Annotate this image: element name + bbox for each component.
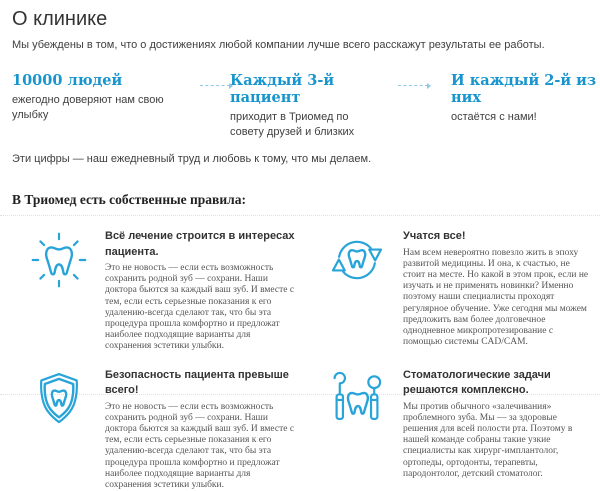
feature-text: [105, 368, 300, 491]
stat-desc: приходит в Триомед по совету друзей и близких: [230, 111, 355, 138]
tooth-renewal-icon: [328, 231, 388, 289]
feature-body: Это не новость — если есть возможность сохранить родной зуб — сохрани. Наши доктора бьются за каждый ваш зуб. И вместе с тем, если есть серьезные показания к его удалению-всегда сделают так, что бы эта процедура прошла комфортно и предложат наиболее подходящие варианты для сохранения эстетики улыбки.: [105, 401, 295, 491]
dental-tools-icon: [328, 370, 388, 428]
stat-desc: остаётся с нами!: [451, 111, 537, 123]
feature-text: [105, 229, 300, 353]
page-title: О клинике: [12, 8, 108, 30]
shining-tooth-icon: [30, 231, 90, 289]
feature-complex-approach: [310, 368, 598, 491]
dashed-arrow-icon: [398, 85, 428, 86]
dashed-arrow-icon: [200, 85, 230, 86]
stats-note: Эти цифры — наш ежедневный труд и любовь к тому, что мы делаем.: [12, 153, 372, 165]
section-divider: [0, 215, 600, 216]
feature-body: Мы против обычного «залечивания» проблемного зуба. Мы — за здоровые решения для всей полости рта. Поэтому в нашей команде собраны такие узкие специалисты как хирург-имплантолог, ортопеды, ортодонты, терапевты, пародонтолог, детский стоматолог.: [403, 401, 573, 479]
stat-desc: ежегодно доверяют нам свою улыбку: [12, 94, 164, 121]
rules-heading: В Триомед есть собственные правила:: [12, 192, 246, 207]
feature-title: Всё лечение строится в интересах пациента.: [105, 230, 295, 258]
stats-row: [12, 72, 598, 140]
intro-text: Мы убеждены в том, что о достижениях любой компании лучше всего расскажут результаты ее работы.: [12, 39, 545, 51]
stat-retention: [451, 72, 598, 125]
feature-title: Учатся все!: [403, 230, 466, 242]
feature-patient-interests: [12, 229, 300, 353]
feature-body: Нам всем невероятно повезло жить в эпоху развитой медицины. И она, к счастью, не стоит на месте. Но какой в этом прок, если не изучать и не применять новинки? Именно поэтому наши специалисты проходят регулярное обучение. Уже сегодня мы можем предложить вам более долговечное однодневное микропротезирование с помощью системы CAD/CAM.: [403, 247, 589, 348]
stat-value: И каждый 2-й из них: [451, 72, 597, 106]
feature-patient-safety: [12, 368, 300, 491]
feature-body: Это не новость — если есть возможность сохранить родной зуб — сохрани. Наши доктора бьются за каждый ваш зуб. И вместе с тем, если есть серьезные показания к его удалению-всегда сделают так, что бы эта процедура прошла комфортно и предложат наиболее подходящие варианты для сохранения эстетики улыбки.: [105, 263, 295, 352]
feature-text: [403, 368, 598, 480]
feature-title: Безопасность пациента превыше всего!: [105, 368, 289, 397]
stat-patients: [12, 72, 182, 123]
stat-value: 10000 людей: [12, 72, 123, 89]
feature-learning: [310, 229, 598, 353]
feature-text: [403, 229, 598, 348]
stat-value: Каждый 3-й пациент: [230, 72, 335, 106]
feature-title: Стоматологические задачи решаются комплексно.: [403, 368, 551, 397]
stat-referrals: [230, 72, 380, 140]
tooth-shield-icon: [30, 370, 90, 428]
features-grid: [12, 229, 598, 491]
